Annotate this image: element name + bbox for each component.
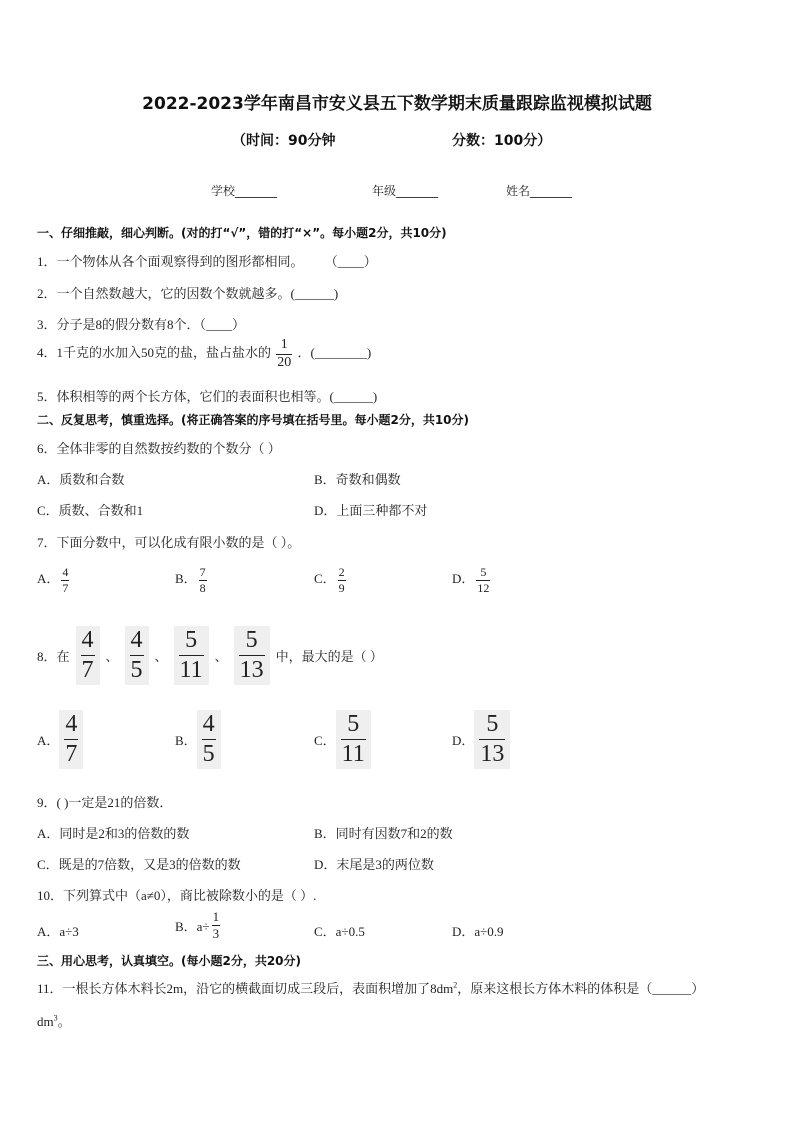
q8-fraction-4: $\frac{5}{13}$ xyxy=(239,627,264,684)
q8-option-d: D． $\frac{5}{13}$ xyxy=(452,710,510,769)
question-8: 8．在 $\frac{4}{7}$ 、 $\frac{4}{5}$ 、 $\frac{5}{11}$ 、 $\frac{5}{13}$ 中，最大的是（ ） xyxy=(37,626,383,685)
q9-option-a: A．同时是2和3的倍数的数 xyxy=(37,826,190,841)
q6-option-c: C．质数、合数和1 xyxy=(37,503,144,518)
q9-option-d: D．末尾是3的两位数 xyxy=(314,857,434,872)
q8-option-a-fraction: $\frac{4}{7}$ xyxy=(65,711,78,768)
score-label: 分数：100分） xyxy=(452,133,552,149)
question-7: 7．下面分数中，可以化成有限小数的是（ ）。 xyxy=(37,535,301,550)
question-3: 3．分子是8的假分数有8个．（____） xyxy=(37,317,246,332)
section-2-heading: 二、反复思考，慎重选择。(将正确答案的序号填在括号里。每小题2分，共10分) xyxy=(37,413,470,427)
q8-option-d-fraction: $\frac{5}{13}$ xyxy=(480,711,505,768)
q8-fraction-2: $\frac{4}{5}$ xyxy=(130,627,143,684)
question-9: 9．( )一定是21的倍数． xyxy=(37,795,173,810)
question-1 xyxy=(37,251,377,270)
question-8-text: 8．在 xyxy=(37,649,70,665)
q8-option-c-fraction: $\frac{5}{11}$ xyxy=(341,711,365,768)
question-1-text: 1．一个物体从各个面观察得到的图形都相同。 xyxy=(37,254,304,269)
section-1-heading: 一、仔细推敲，细心判断。(对的打“√”，错的打“×”。每小题2分，共10分) xyxy=(37,226,447,240)
question-4-fraction: $\frac{1}{20}$ xyxy=(277,337,292,370)
question-10: 10．下列算式中（a≠0），商比被除数小的是（ ）. xyxy=(37,888,317,903)
q7-option-b: B． $\frac{7}{8}$ xyxy=(175,565,206,595)
grade-field: 年级_______ xyxy=(372,184,439,198)
question-11-unit: $dm^3$。 xyxy=(37,1013,71,1029)
question-11: 11．一根长方体木料长2m，沿它的横截面切成三段后，表面积增加了$8dm^2$，原来这根长方体木料的体积是（______） xyxy=(37,980,705,996)
q10-option-b: B．a÷ $\frac{1}{3}$ xyxy=(175,909,220,941)
q6-option-a: A．质数和合数 xyxy=(37,472,125,487)
q7-option-a: A． $\frac{4}{7}$ xyxy=(37,565,69,595)
question-8-tail: 中，最大的是（ ） xyxy=(275,649,383,665)
q8-fraction-1: $\frac{4}{7}$ xyxy=(81,627,94,684)
school-field: 学校_______ xyxy=(211,184,278,198)
q7-option-c: C． $\frac{2}{9}$ xyxy=(314,565,345,595)
q7-option-d: D． $\frac{5}{12}$ xyxy=(452,565,490,595)
q10-option-b-fraction: $\frac{1}{3}$ xyxy=(212,909,220,941)
question-4-text: 4．1千克的水加入50克的盐，盐占盐水的 xyxy=(37,345,272,361)
q9-option-c: C．既是的7倍数，又是3的倍数的数 xyxy=(37,857,241,872)
q8-option-a: A． $\frac{4}{7}$ xyxy=(37,710,83,769)
question-4 xyxy=(37,338,371,370)
question-1-answer-blank: （____） xyxy=(324,254,377,269)
q7-option-b-fraction: $\frac{7}{8}$ xyxy=(199,565,206,595)
q10-option-a: A．a÷3 xyxy=(37,924,79,939)
q7-option-a-fraction: $\frac{4}{7}$ xyxy=(62,565,69,595)
q8-option-c: C． $\frac{5}{11}$ xyxy=(314,710,371,769)
question-5: 5．体积相等的两个长方体，它们的表面积也相等。(______) xyxy=(37,389,378,404)
q8-option-b-fraction: $\frac{4}{5}$ xyxy=(202,711,215,768)
q6-option-d: D．上面三种都不对 xyxy=(314,503,428,518)
question-4-answer-blank: ．(________) xyxy=(297,345,372,361)
page-title: 2022-2023学年南昌市安义县五下数学期末质量跟踪监视模拟试题 xyxy=(142,94,652,114)
q7-option-d-fraction: $\frac{5}{12}$ xyxy=(477,565,490,595)
q10-option-d: D．a÷0.9 xyxy=(452,924,504,939)
q10-option-c: C．a÷0.5 xyxy=(314,924,365,939)
q8-fraction-3: $\frac{5}{11}$ xyxy=(179,627,203,684)
question-6: 6．全体非零的自然数按约数的个数分（ ） xyxy=(37,441,281,456)
q6-option-b: B．奇数和偶数 xyxy=(314,472,401,487)
name-field: 姓名_______ xyxy=(506,184,573,198)
question-2: 2．一个自然数越大，它的因数个数就越多。(______) xyxy=(37,286,339,301)
q7-option-c-fraction: $\frac{2}{9}$ xyxy=(338,565,345,595)
q8-option-b: B． $\frac{4}{5}$ xyxy=(175,710,221,769)
section-3-heading: 三、用心思考，认真填空。(每小题2分，共20分) xyxy=(37,954,302,968)
time-label: （时间：90分钟 xyxy=(232,133,336,149)
q9-option-b: B．同时有因数7和2的数 xyxy=(314,826,453,841)
